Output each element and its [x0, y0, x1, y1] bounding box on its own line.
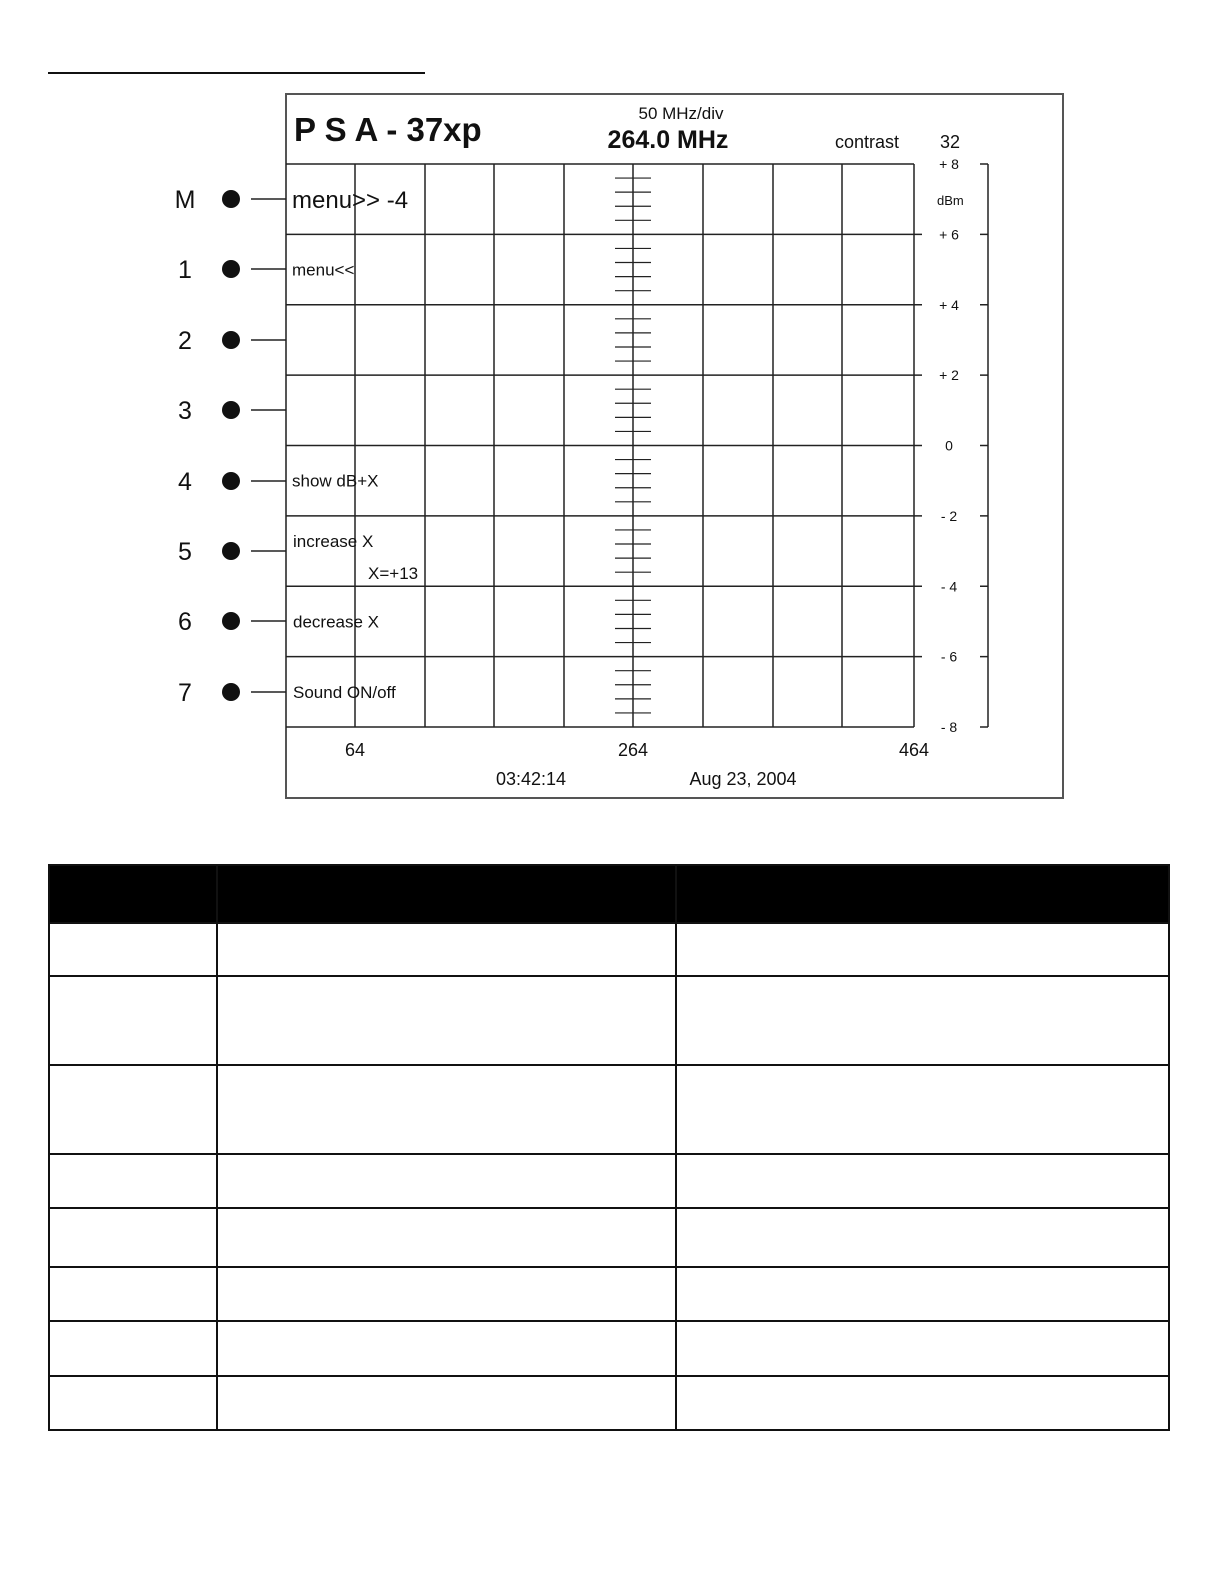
- x-tick-label: 264: [617, 740, 649, 760]
- menu-label: menu>> -4: [292, 187, 409, 215]
- softkey-button-3[interactable]: [178, 397, 286, 425]
- y-tick-label: - 2: [940, 507, 958, 524]
- softkey-button-4[interactable]: [178, 468, 286, 496]
- menu-label: menu<<: [292, 260, 355, 280]
- softkey-key-label: 6: [178, 608, 192, 636]
- softkey-key-label: 5: [178, 538, 192, 566]
- menu-label: show dB+X: [292, 471, 379, 491]
- column-divider-2: [675, 866, 677, 1429]
- y-tick-label: - 4: [940, 578, 958, 595]
- softkey-button-1[interactable]: [178, 256, 286, 284]
- y-tick-label: 0: [945, 437, 953, 454]
- softkey-buttons: [175, 186, 286, 707]
- y-tick-label: + 4: [939, 296, 959, 313]
- softkey-dot: [222, 260, 240, 278]
- softkey-dot: [222, 190, 240, 208]
- softkey-dot: [222, 472, 240, 490]
- softkey-key-label: 1: [178, 256, 192, 284]
- x-tick-label: 464: [898, 740, 930, 760]
- contrast-label: contrast: [835, 132, 900, 152]
- menu-label: increase X: [293, 532, 374, 552]
- x-tick-label: 64: [344, 740, 366, 760]
- model-title: P S A - 37xp: [294, 111, 482, 148]
- menu-label: Sound ON/off: [293, 682, 396, 702]
- date-label: Aug 23, 2004: [689, 769, 797, 789]
- column-divider-1: [216, 866, 218, 1429]
- softkey-dot: [222, 401, 240, 419]
- softkey-key-label: 3: [178, 397, 192, 425]
- softkey-dot: [222, 683, 240, 701]
- x-value: X=+13: [368, 564, 419, 583]
- softkey-dot: [222, 612, 240, 630]
- y-tick-label: - 6: [940, 648, 958, 665]
- y-tick-label: + 2: [939, 367, 959, 384]
- unit-label: dBm: [937, 193, 964, 208]
- softkey-key-label: M: [174, 186, 196, 214]
- softkey-button-5[interactable]: [178, 538, 286, 566]
- center-freq: 264.0 MHz: [607, 126, 729, 154]
- softkey-key-label: 4: [178, 468, 192, 496]
- softkey-button-6[interactable]: [178, 608, 286, 636]
- span-label: 50 MHz/div: [638, 104, 724, 123]
- softkey-button-2[interactable]: [178, 327, 286, 355]
- softkey-dot: [222, 542, 240, 560]
- contrast-value: 32: [940, 132, 961, 152]
- softkey-key-label: 2: [178, 327, 192, 355]
- softkey-table: [48, 864, 1170, 1431]
- softkey-dot: [222, 331, 240, 349]
- softkey-key-label: 7: [178, 679, 192, 707]
- y-tick-label: + 6: [939, 226, 959, 243]
- menu-label: decrease X: [293, 612, 379, 632]
- softkey-button-m[interactable]: [175, 186, 286, 214]
- softkey-button-7[interactable]: [178, 679, 286, 707]
- clock-time: 03:42:14: [495, 769, 567, 789]
- y-tick-label: - 8: [940, 719, 958, 735]
- y-tick-label: + 8: [939, 156, 959, 172]
